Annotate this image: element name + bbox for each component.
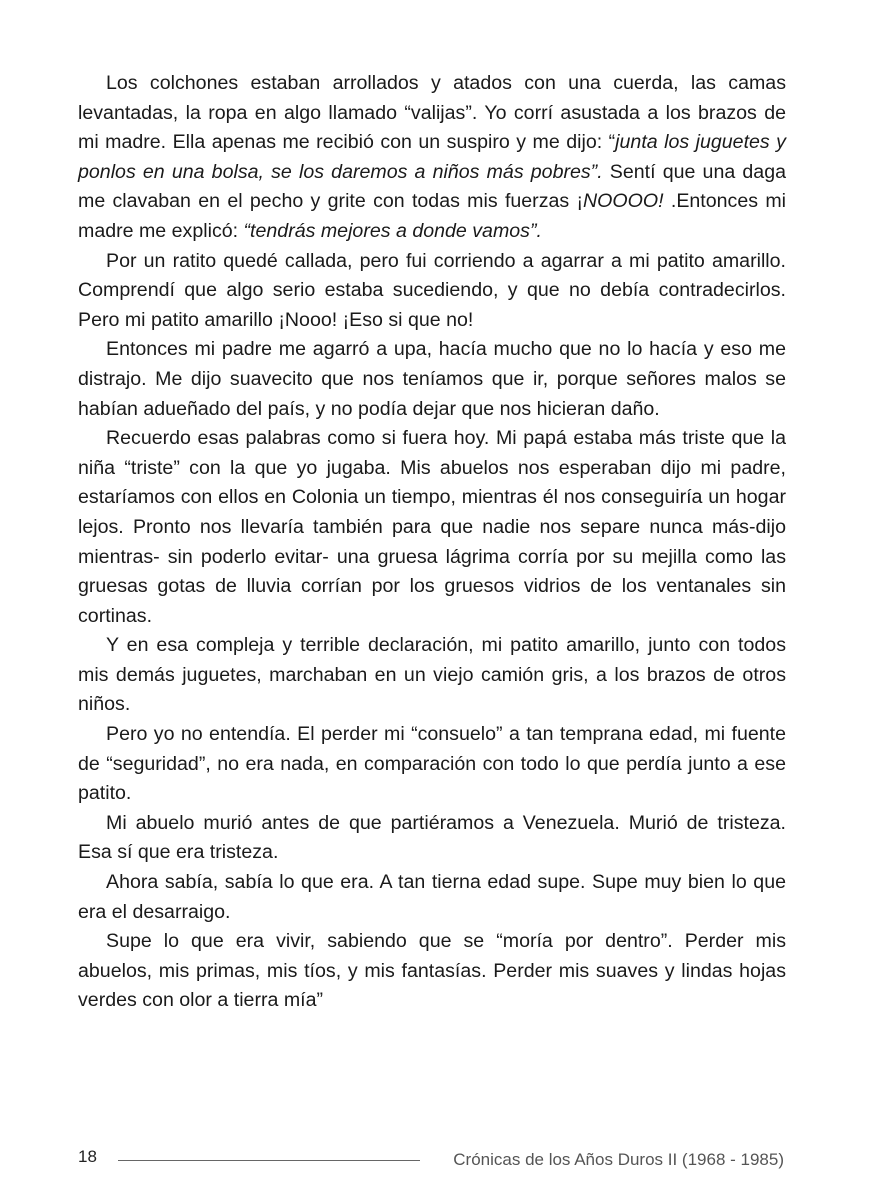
italic-run: NOOOO!: [583, 190, 664, 213]
text-run: Recuerdo esas palabras como si fuera hoy. Mi papá estaba más triste que la niña “triste” con la que yo jugaba. Mis abuelos nos esperaban dijo mi padre, estaríamos con ellos en Colonia un tiempo, mientras él nos conseguiría un hogar lejos. Pronto nos llevaría también para que nadie nos separe nunca más-dijo mientras- sin poderlo evitar- una gruesa lágrima corría por su mejilla como las gruesas gotas de lluvia corrían por los gruesos vidrios de los ventanales sin cortinas.: [78, 427, 786, 627]
text-run: Sentí que una daga me clavaban en el pecho y grite con todas mis fuerzas ¡: [78, 160, 786, 213]
paragraph: [78, 927, 786, 1016]
text-run: Y en esa compleja y terrible declaración, mi patito amarillo, junto con todos mis demás juguetes, marchaban en un viejo camión gris, a los brazos de otros niños.: [78, 634, 786, 716]
page-number: 18: [78, 1147, 97, 1166]
paragraph: [78, 247, 786, 336]
paragraph: [78, 335, 786, 424]
paragraph: [78, 720, 786, 809]
text-run: Pero yo no entendía. El perder mi “consuelo” a tan temprana edad, mi fuente de “seguridad”, no era nada, en comparación con todo lo que perdía junto a ese patito.: [78, 723, 786, 805]
text-run: Los colchones estaban arrollados y atados con una cuerda, las camas levantadas, la ropa en algo llamado “valijas”. Yo corrí asustada a los brazos de mi madre. Ella apenas me recibió con un suspiro y me dijo: “: [78, 72, 786, 154]
paragraph: [78, 868, 786, 927]
text-run: Mi abuelo murió antes de que partiéramos a Venezuela. Murió de tristeza. Esa sí que era tristeza.: [78, 811, 786, 864]
running-footer-title: Crónicas de los Años Duros II (1968 - 1985): [453, 1150, 784, 1169]
paragraph: [78, 631, 786, 720]
footer-rule: [118, 1160, 420, 1161]
text-run: Entonces mi padre me agarró a upa, hacía mucho que no lo hacía y eso me distrajo. Me dijo suavecito que nos teníamos que ir, porque señores malos se habían adueñado del país, y no podía dejar que nos hicieran daño.: [78, 338, 786, 420]
text-run: Por un ratito quedé callada, pero fui corriendo a agarrar a mi patito amarillo. Comprendí que algo serio estaba sucediendo, y que no debía contradecirlos. Pero mi patito amarillo ¡Nooo! ¡Eso si que no!: [78, 249, 786, 331]
italic-run: “tendrás mejores a donde vamos”.: [243, 219, 542, 242]
paragraph: [78, 69, 786, 247]
text-run: Supe lo que era vivir, sabiendo que se “moría por dentro”. Perder mis abuelos, mis primas, mis tíos, y mis fantasías. Perder mis suaves y lindas hojas verdes con olor a tierra mía”: [78, 930, 786, 1012]
italic-run: junta los juguetes y ponlos en una bolsa, se los daremos a niños más pobres”.: [78, 131, 786, 183]
body-text: [78, 69, 786, 1016]
text-run: .Entonces mi madre me explicó:: [78, 190, 786, 242]
paragraph: [78, 809, 786, 868]
paragraph: [78, 424, 786, 631]
text-run: Ahora sabía, sabía lo que era. A tan tierna edad supe. Supe muy bien lo que era el desarraigo.: [78, 871, 786, 923]
